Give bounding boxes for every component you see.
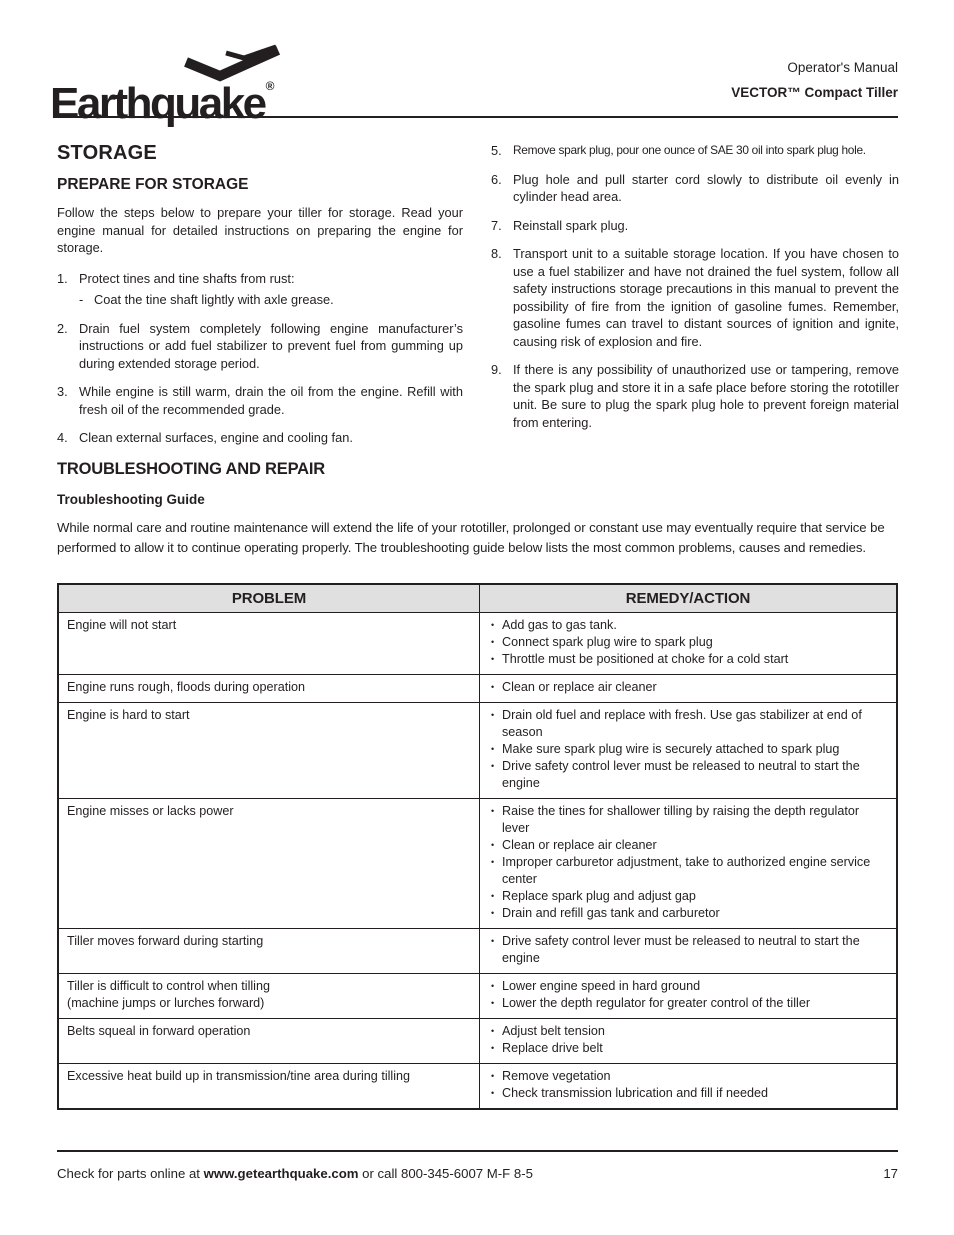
step-text: While engine is still warm, drain the oil from the engine. Refill with fresh oil of the recommended grade.: [79, 384, 463, 417]
remedy-item: [480, 741, 888, 758]
storage-step: [57, 383, 463, 418]
bullet-icon: •: [491, 998, 495, 1008]
substep: [79, 291, 463, 309]
troubleshooting-guide-subtitle: Troubleshooting Guide: [57, 492, 205, 507]
footer-site: www.getearthquake.com: [203, 1166, 359, 1181]
remedy-text: Remove vegetation: [502, 1069, 611, 1083]
product-title: VECTOR™ Compact Tiller: [731, 85, 898, 100]
storage-steps-right: [491, 142, 899, 431]
remedy-item: [480, 758, 888, 792]
page-header: [50, 0, 898, 128]
remedy-text: Clean or replace air cleaner: [502, 838, 657, 852]
table-row: [59, 973, 896, 1018]
troubleshooting-title: TROUBLESHOOTING AND REPAIR: [57, 460, 325, 478]
remedy-cell: [479, 1064, 896, 1108]
remedy-text: Lower the depth regulator for greater control of the tiller: [502, 996, 811, 1010]
storage-right-column: [491, 142, 899, 442]
table-row: [59, 1018, 896, 1063]
table-row: [59, 798, 896, 928]
remedy-text: Drive safety control lever must be released to neutral to start the engine: [502, 934, 860, 965]
remedy-cell: [479, 613, 896, 674]
remedy-item: [480, 1068, 888, 1085]
step-number: 3.: [57, 384, 68, 399]
remedy-text: Throttle must be positioned at choke for a cold start: [502, 652, 789, 666]
remedy-cell: [479, 703, 896, 798]
footer-text-suffix: or call 800-345-6007 M-F 8-5: [358, 1166, 533, 1181]
remedy-text: Adjust belt tension: [502, 1024, 605, 1038]
bullet-icon: •: [491, 744, 495, 754]
step-number: 9.: [491, 362, 502, 377]
remedy-text: Add gas to gas tank.: [502, 618, 617, 632]
storage-steps-left: [57, 270, 463, 447]
remedy-item: [480, 679, 888, 696]
bullet-icon: •: [491, 936, 495, 946]
storage-step: [491, 245, 899, 350]
storage-subtitle: PREPARE FOR STORAGE: [57, 176, 249, 193]
bullet-icon: •: [491, 1026, 495, 1036]
problem-cell: [59, 613, 479, 674]
remedy-item: [480, 837, 888, 854]
remedy-item: [480, 617, 888, 634]
step-text: Protect tines and tine shafts from rust: - Coat the tine shaft lightly with axle grease.: [79, 270, 463, 309]
remedy-item: [480, 888, 888, 905]
troubleshooting-table: [57, 583, 898, 1110]
table-row: [59, 1063, 896, 1108]
problem-text: Tiller moves forward during starting: [67, 934, 264, 948]
step-number: 7.: [491, 217, 502, 233]
remedy-item: [480, 854, 888, 888]
storage-left-column: [57, 142, 463, 458]
step-text: If there is any possibility of unauthorized use or tampering, remove the spark plug and store it in a safe place before storing the rototiller unit. Be sure to plug the spark plug hole to prevent foreign material from entering.: [513, 362, 899, 430]
bullet-icon: •: [491, 620, 495, 630]
table-row: [59, 674, 896, 702]
bullet-icon: •: [491, 682, 495, 692]
step-number: 8.: [491, 246, 502, 261]
bullet-icon: •: [491, 1071, 495, 1081]
footer-text-prefix: Check for parts online at: [57, 1166, 204, 1181]
remedy-item: [480, 905, 888, 922]
bullet-icon: •: [491, 981, 495, 991]
brand-logo: [50, 0, 350, 128]
step-number: 4.: [57, 430, 68, 445]
bullet-icon: •: [491, 806, 495, 816]
remedy-cell: [479, 974, 896, 1018]
step-number: 2.: [57, 320, 68, 336]
table-header-row: [59, 585, 896, 612]
table-body: [59, 612, 896, 1108]
step-text: Transport unit to a suitable storage location. If you have chosen to use a fuel stabilizer and have not drained the fuel system, follow all safety instructions storage precautions in this manual to prevent the possibility of fire from the ignition of gasoline fumes. Remember, gasoline fumes can travel to distant sources of ignition and ignite, causing risk of explosion and fire.: [513, 246, 899, 349]
storage-section: [57, 142, 898, 458]
step-text: Clean external surfaces, engine and cooling fan.: [79, 430, 353, 445]
remedy-cell: [479, 929, 896, 973]
remedy-text: Check transmission lubrication and fill if needed: [502, 1086, 769, 1100]
table-row: [59, 702, 896, 798]
storage-step: [57, 429, 463, 447]
remedy-item: [480, 803, 888, 837]
bullet-icon: •: [491, 637, 495, 647]
problem-text: Engine runs rough, floods during operation: [67, 680, 306, 694]
bullet-icon: •: [491, 710, 495, 720]
problem-text: Tiller is difficult to control when tilling: [67, 979, 270, 993]
bullet-icon: •: [491, 908, 495, 918]
remedy-text: Lower engine speed in hard ground: [502, 979, 701, 993]
remedy-text: Drain old fuel and replace with fresh. Use gas stabilizer at end of season: [502, 708, 862, 739]
problem-text: Belts squeal in forward operation: [67, 1024, 251, 1038]
step-text: Remove spark plug, pour one ounce of SAE 30 oil into spark plug hole.: [513, 143, 866, 157]
bullet-icon: •: [491, 857, 495, 867]
footer-text: [57, 1166, 533, 1181]
troubleshooting-section: [57, 460, 898, 1110]
problem-cell: [59, 974, 479, 1018]
problem-text-line2: (machine jumps or lurches forward): [67, 996, 265, 1010]
storage-step: [57, 320, 463, 373]
bullet-icon: •: [491, 840, 495, 850]
page-number: 17: [883, 1166, 898, 1181]
remedy-text: Replace spark plug and adjust gap: [502, 889, 696, 903]
remedy-header-cell: REMEDY/ACTION: [479, 585, 896, 612]
brand-wordmark: Earthquake®: [50, 79, 275, 128]
problem-text: Excessive heat build up in transmission/tine area during tilling: [67, 1069, 411, 1083]
storage-intro: Follow the steps below to prepare your tiller for storage. Read your engine manual for detailed instructions on preparing the engine for storage.: [57, 205, 463, 255]
remedy-text: Make sure spark plug wire is securely attached to spark plug: [502, 742, 840, 756]
step-text: Reinstall spark plug.: [513, 217, 629, 233]
step-number: 6.: [491, 171, 502, 187]
storage-step: [57, 270, 463, 309]
remedy-text: Drain and refill gas tank and carburetor: [502, 906, 720, 920]
doc-type: Operator's Manual: [787, 60, 898, 75]
storage-step: [491, 361, 899, 431]
storage-step: [491, 171, 899, 206]
substep-dash: -: [79, 292, 84, 307]
remedy-text: Connect spark plug wire to spark plug: [502, 635, 713, 649]
remedy-item: [480, 1040, 888, 1057]
remedy-item: [480, 933, 888, 967]
problem-header-cell: PROBLEM: [231, 590, 307, 607]
remedy-item: [480, 1023, 888, 1040]
remedy-item: [480, 634, 888, 651]
step-text: Plug hole and pull starter cord slowly to distribute oil evenly in cylinder head area.: [513, 171, 899, 204]
step-text: Drain fuel system completely following engine manufacturer’s instructions or add fuel stabilizer to prevent fuel from gumming up during extended storage period.: [79, 320, 463, 371]
problem-cell: [59, 675, 479, 702]
bullet-icon: •: [491, 654, 495, 664]
problem-cell: [59, 1019, 479, 1063]
problem-cell: [59, 799, 479, 928]
remedy-item: [480, 651, 888, 668]
remedy-cell: [479, 675, 896, 702]
bullet-icon: •: [491, 1043, 495, 1053]
problem-cell: [59, 703, 479, 798]
bullet-icon: •: [491, 891, 495, 901]
remedy-item: [480, 995, 888, 1012]
storage-step: [491, 142, 899, 160]
remedy-item: [480, 978, 888, 995]
storage-step: [491, 217, 899, 235]
remedy-cell: [479, 1019, 896, 1063]
problem-text: Engine is hard to start: [67, 708, 190, 722]
step-number: 5.: [491, 143, 502, 158]
problem-cell: [59, 1064, 479, 1108]
step-number: 1.: [57, 270, 68, 286]
storage-title: STORAGE: [57, 142, 157, 164]
page-footer: [57, 1150, 898, 1181]
problem-text: Engine will not start: [67, 618, 177, 632]
remedy-text: Replace drive belt: [502, 1041, 603, 1055]
remedy-cell: [479, 799, 896, 928]
remedy-item: [480, 707, 888, 741]
remedy-text: Raise the tines for shallower tilling by raising the depth regulator lever: [502, 804, 860, 835]
remedy-item: [480, 1085, 888, 1102]
remedy-text: Improper carburetor adjustment, take to authorized engine service center: [502, 855, 871, 886]
bullet-icon: •: [491, 761, 495, 771]
problem-text: Engine misses or lacks power: [67, 804, 234, 818]
remedy-text: Drive safety control lever must be released to neutral to start the engine: [502, 759, 860, 790]
remedy-text: Clean or replace air cleaner: [502, 680, 657, 694]
troubleshooting-intro: While normal care and routine maintenance will extend the life of your rototiller, prolonged or constant use may eventually require that service be performed to allow it to continue operating properly. The troubleshooting guide below lists the most common problems, causes and remedies.: [57, 520, 885, 555]
table-row: [59, 612, 896, 674]
header-titles: [731, 60, 898, 100]
substep-text: Coat the tine shaft lightly with axle grease.: [94, 292, 334, 307]
registered-mark: ®: [265, 79, 275, 93]
problem-cell: [59, 929, 479, 973]
table-row: [59, 928, 896, 973]
bullet-icon: •: [491, 1088, 495, 1098]
